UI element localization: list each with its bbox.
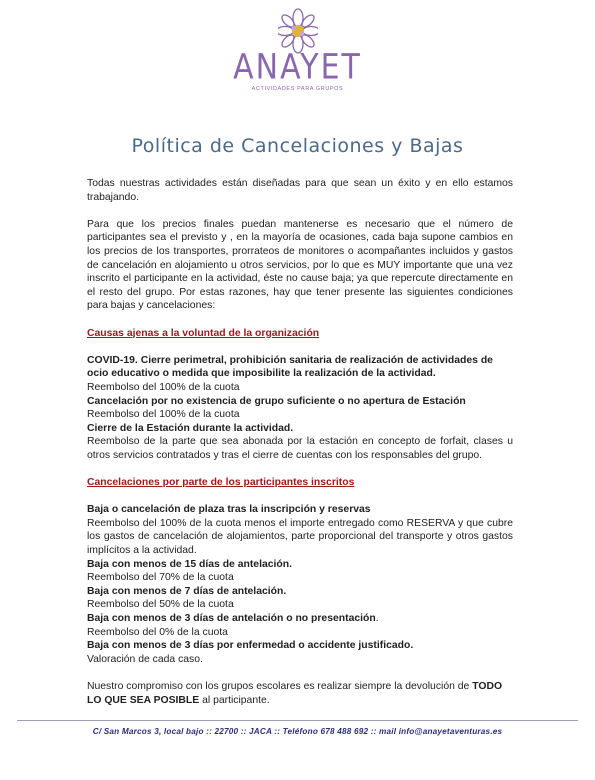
policy-body — [87, 177, 513, 707]
closing-paragraph — [87, 680, 513, 707]
policy-item-title: COVID-19. Cierre perimetral, prohibición sanitaria de realización de actividades de ocio educativo o medida que imposibilite la realización de la actividad. — [87, 354, 493, 380]
intro-paragraph-1: Todas nuestras actividades están diseñadas para que sean un éxito y en ello estamos trabajando. — [87, 178, 513, 203]
brand-name: ANAYET — [233, 47, 362, 88]
closing-end-text: al participante. — [199, 694, 270, 706]
policy-item-title: Baja con menos de 3 días por enfermedad o accidente justificado. — [87, 640, 414, 652]
policy-item-detail: Reembolso del 100% de la cuota — [87, 381, 240, 393]
intro-paragraph-2: Para que los precios finales puedan mantenerse es necesario que el número de participantes sea el previsto y , en la mayoría de ocasiones, cada baja supone cambios en los precios de los transportes, prorrateos de monitores o acompañantes incluidos y gastos de cancelación en alojamiento u otros servicios, por lo que es MUY importante que una vez inscrito el participante en la actividad, éste no cause baja; ya que repercute directamente en el resto del grupo. Por estas razones, hay que tener presente las siguientes condiciones para bajas y cancelaciones: — [87, 218, 513, 312]
policy-item-title: Baja con menos de 7 días de antelación. — [87, 585, 287, 597]
logo — [0, 8, 595, 92]
policy-item-detail: Reembolso del 70% de la cuota — [87, 572, 234, 584]
section-heading-participant-cancellations: Cancelaciones por parte de los participantes inscritos — [87, 477, 355, 489]
policy-item-detail: Reembolso del 100% de la cuota — [87, 409, 240, 421]
policy-item-title: Baja o cancelación de plaza tras la inscripción y reservas — [87, 504, 371, 516]
footer-divider — [17, 720, 578, 721]
closing-bold-text: TODO LO QUE SEA POSIBLE — [87, 680, 503, 706]
policy-item-detail: Reembolso del 100% de la cuota menos el importe entregado como RESERVA y que cubre los gastos de cancelación de alojamientos, parte proporcional del transporte y otros gastos implícitos a la actividad. — [87, 517, 513, 557]
policy-item-title-suffix: . — [375, 613, 379, 624]
policy-item-detail: Reembolso del 0% de la cuota — [87, 626, 228, 638]
policy-item-detail: Reembolso de la parte que sea abonada por la estación en concepto de forfait, clases u otros servicios contratados y tras el cierre de cuentas con los responsables del grupo. — [87, 436, 513, 461]
policy-item-title: Cierre de la Estación durante la actividad. — [87, 422, 294, 434]
page-title: Política de Cancelaciones y Bajas — [131, 135, 464, 157]
policy-item-detail: Valoración de cada caso. — [87, 653, 203, 665]
footer-contact: C/ San Marcos 3, local bajo :: 22700 :: JACA :: Teléfono 678 488 692 :: mail info@anayetaventuras.es — [92, 727, 503, 736]
section-heading-external-causes: Causas ajenas a la voluntad de la organización — [87, 327, 320, 339]
policy-item-title: Baja con menos de 3 días de antelación o no presentación — [87, 613, 376, 624]
brand-tagline: ACTIVIDADES PARA GRUPOS — [251, 86, 344, 92]
policy-item-title-row — [87, 612, 513, 626]
closing-text: Nuestro compromiso con los grupos escolares es realizar siempre la devolución de — [87, 680, 473, 692]
policy-item-detail: Reembolso del 50% de la cuota — [87, 599, 234, 611]
policy-item-title: Cancelación por no existencia de grupo suficiente o no apertura de Estación — [87, 395, 466, 407]
policy-item-title: Baja con menos de 15 días de antelación. — [87, 558, 292, 570]
